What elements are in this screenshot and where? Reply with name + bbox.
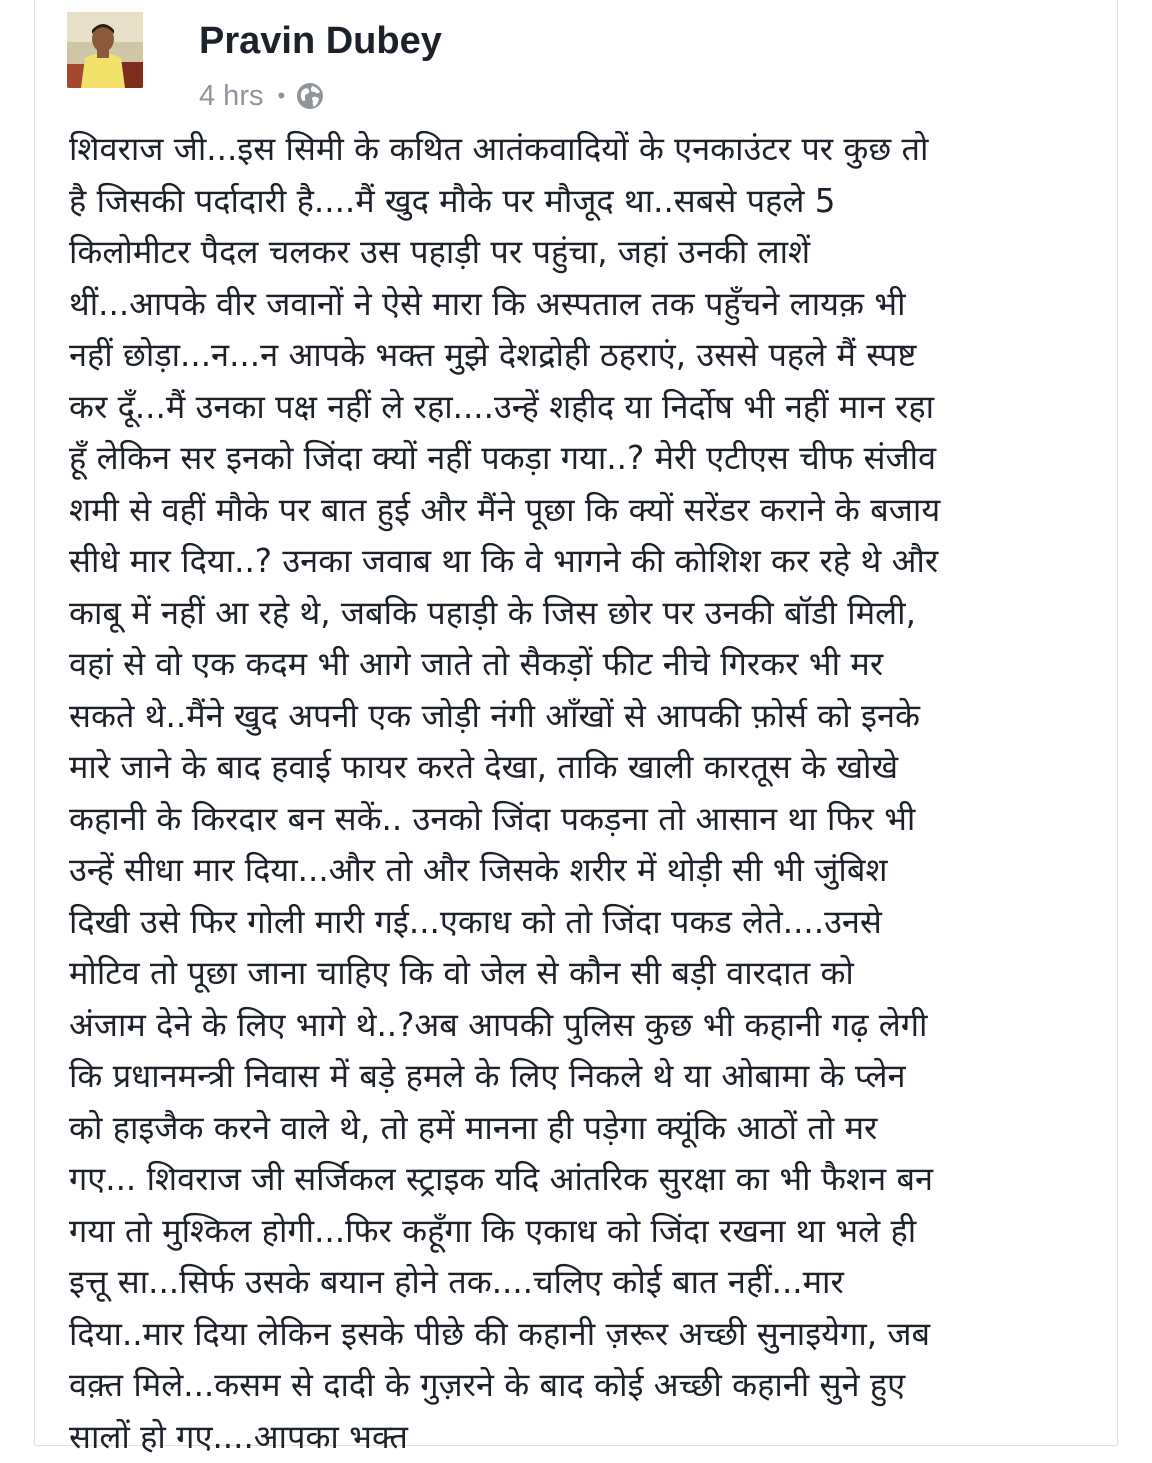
post-text-line: हूँ लेकिन सर इनको जिंदा क्यों नहीं पकड़ा गया..? मेरी एटीएस चीफ संजीव [69, 433, 1099, 485]
post-text-line: शमी से वहीं मौके पर बात हुई और मैंने पूछा कि क्यों सरेंडर कराने के बजाय [69, 485, 1099, 537]
post-text-line: दिखी उसे फिर गोली मारी गई...एकाध को तो जिंदा पकड लेते....उनसे [69, 897, 1099, 949]
post-text-line: सीधे मार दिया..? उनका जवाब था कि वे भागने की कोशिश कर रहे थे और [69, 536, 1099, 588]
post-text-line: इत्तू सा...सिर्फ उसके बयान होने तक....चलिए कोई बात नहीं...मार [69, 1257, 1099, 1309]
post-text-line: वक़्त मिले...कसम से दादी के गुज़रने के बाद कोई अच्छी कहानी सुने हुए [69, 1360, 1099, 1412]
post-text-line: सकते थे..मैंने खुद अपनी एक जोड़ी नंगी आँखों से आपकी फ़ोर्स को इनके [69, 691, 1099, 743]
post-text-line: कि प्रधानमन्त्री निवास में बड़े हमले के लिए निकले थे या ओबामा के प्लेन [69, 1051, 1099, 1103]
post-text-line: मोटिव तो पूछा जाना चाहिए कि वो जेल से कौन सी बड़ी वारदात को [69, 948, 1099, 1000]
post-text-line: थीं...आपके वीर जवानों ने ऐसे मारा कि अस्पताल तक पहुँचने लायक़ भी [69, 279, 1099, 331]
post-text-line: दिया..मार दिया लेकिन इसके पीछे की कहानी ज़रूर अच्छी सुनाइयेगा, जब [69, 1309, 1099, 1361]
post-text-line: कर दूँ...मैं उनका पक्ष नहीं ले रहा....उन्हें शहीद या निर्दोष भी नहीं मान रहा [69, 382, 1099, 434]
post-meta [199, 76, 325, 116]
post-text-line: काबू में नहीं आ रहे थे, जबकि पहाड़ी के जिस छोर पर उनकी बॉडी मिली, [69, 588, 1099, 640]
post-text-line: किलोमीटर पैदल चलकर उस पहाड़ी पर पहुंचा, जहां उनकी लाशें [69, 227, 1099, 279]
author-name[interactable]: Pravin Dubey [199, 20, 442, 63]
post-header [67, 12, 967, 112]
post-text-line: मारे जाने के बाद हवाई फायर करते देखा, ताकि खाली कारतूस के खोखे [69, 742, 1099, 794]
timestamp[interactable]: 4 hrs [199, 80, 263, 113]
post-text-line: वहां से वो एक कदम भी आगे जाते तो सैकड़ों फीट नीचे गिरकर भी मर [69, 639, 1099, 691]
post-card [34, 0, 1118, 1446]
profile-photo-icon [67, 12, 143, 88]
post-text-line: उन्हें सीधा मार दिया...और तो और जिसके शरीर में थोड़ी सी भी जुंबिश [69, 845, 1099, 897]
post-text-line: है जिसकी पर्दादारी है....मैं खुद मौके पर मौजूद था..सबसे पहले 5 [69, 176, 1099, 228]
post-text-line: को हाइजैक करने वाले थे, तो हमें मानना ही पड़ेगा क्यूंकि आठों तो मर [69, 1103, 1099, 1155]
post-text-line: सालों हो गए....आपका भक्त [69, 1412, 1099, 1463]
post-text-line: अंजाम देने के लिए भागे थे..?अब आपकी पुलिस कुछ भी कहानी गढ़ लेगी [69, 1000, 1099, 1052]
post-text-line: कहानी के किरदार बन सकें.. उनको जिंदा पकड़ना तो आसान था फिर भी [69, 794, 1099, 846]
post-text-line: गया तो मुश्किल होगी...फिर कहूँगा कि एकाध को जिंदा रखना था भले ही [69, 1206, 1099, 1258]
post-text-line: शिवराज जी...इस सिमी के कथित आतंकवादियों के एनकाउंटर पर कुछ तो [69, 124, 1099, 176]
post-text [69, 124, 1099, 1463]
post-text-line: नहीं छोड़ा...न...न आपके भक्त मुझे देशद्रोही ठहराएं, उससे पहले मैं स्पष्ट [69, 330, 1099, 382]
post-text-line: गए... शिवराज जी सर्जिकल स्ट्राइक यदि आंतरिक सुरक्षा का भी फैशन बन [69, 1154, 1099, 1206]
globe-icon[interactable] [295, 81, 325, 111]
avatar[interactable] [67, 12, 143, 88]
meta-separator: • [277, 83, 285, 109]
